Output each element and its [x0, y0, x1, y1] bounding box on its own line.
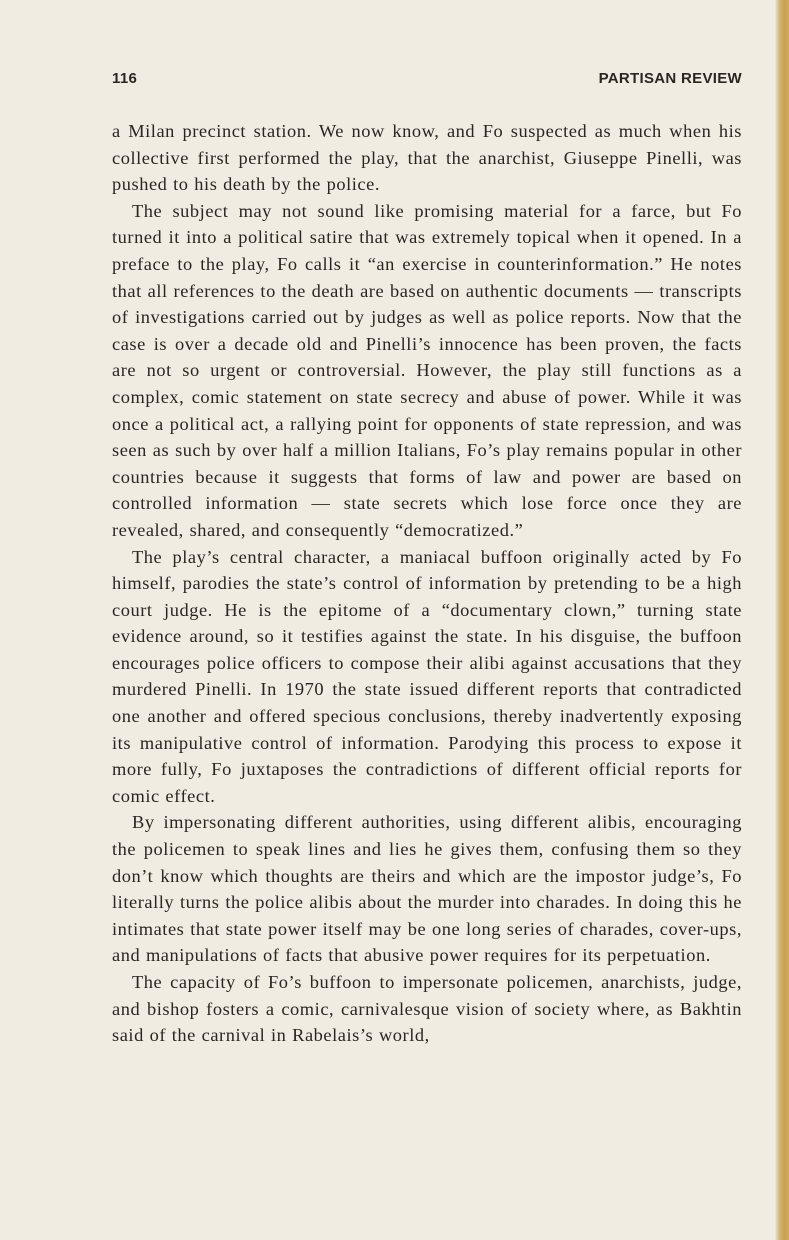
paragraph-5: The capacity of Fo’s buffoon to impersonate policemen, anarchists, judge, and bishop fosters a comic, carnivalesque vision of society where, as Bakhtin said of the carnival in Rabelais’s world,: [112, 972, 742, 1046]
paragraph-1: a Milan precinct station. We now know, and Fo suspected as much when his collective first performed the play, that the anarchist, Giuseppe Pinelli, was pushed to his death by the police.: [112, 121, 742, 195]
page-edge-strip: [775, 0, 789, 1240]
running-head: PARTISAN REVIEW: [598, 70, 742, 87]
paragraph-2: The subject may not sound like promising material for a farce, but Fo turned it into a political satire that was extremely topical when it opened. In a preface to the play, Fo calls it “an exercise in counterinformation.” He notes that all references to the death are based on authentic documents — transcripts of investigations carried out by judges as well as police reports. Now that the case is over a decade old and Pinelli’s innocence has been proven, the facts are not so urgent or controversial. However, the play still functions as a complex, comic statement on state secrecy and abuse of power. While it was once a political act, a rallying point for opponents of state repression, and was seen as such by over half a million Italians, Fo’s play remains popular in other countries because it suggests that forms of law and power are based on controlled information — state secrets which lose force once they are revealed, shared, and consequently “democratized.”: [112, 200, 742, 540]
page-header: [112, 70, 742, 94]
page-number: 116: [112, 70, 138, 87]
article-body: [112, 118, 742, 1049]
paragraph-3: The play’s central character, a maniacal buffoon originally acted by Fo himself, parodies the state’s control of information by pretending to be a high court judge. He is the epitome of a “documentary clown,” turning state evidence around, so it testifies against the state. In his disguise, the buffoon encourages police officers to compose their alibi against accusations that they murdered Pinelli. In 1970 the state issued different reports that contradicted one another and offered specious conclusions, thereby inadvertently exposing its manipulative control of information. Parodying this process to expose it more fully, Fo juxtaposes the contradictions of different official reports for comic effect.: [112, 546, 742, 806]
paragraph-4: By impersonating different authorities, using different alibis, encouraging the policemen to speak lines and lies he gives them, confusing them so they don’t know which thoughts are theirs and which are the impostor judge’s, Fo literally turns the police alibis about the murder into charades. In doing this he intimates that state power itself may be one long series of charades, cover-ups, and manipulations of facts that abusive power requires for its perpetuation.: [112, 812, 742, 966]
